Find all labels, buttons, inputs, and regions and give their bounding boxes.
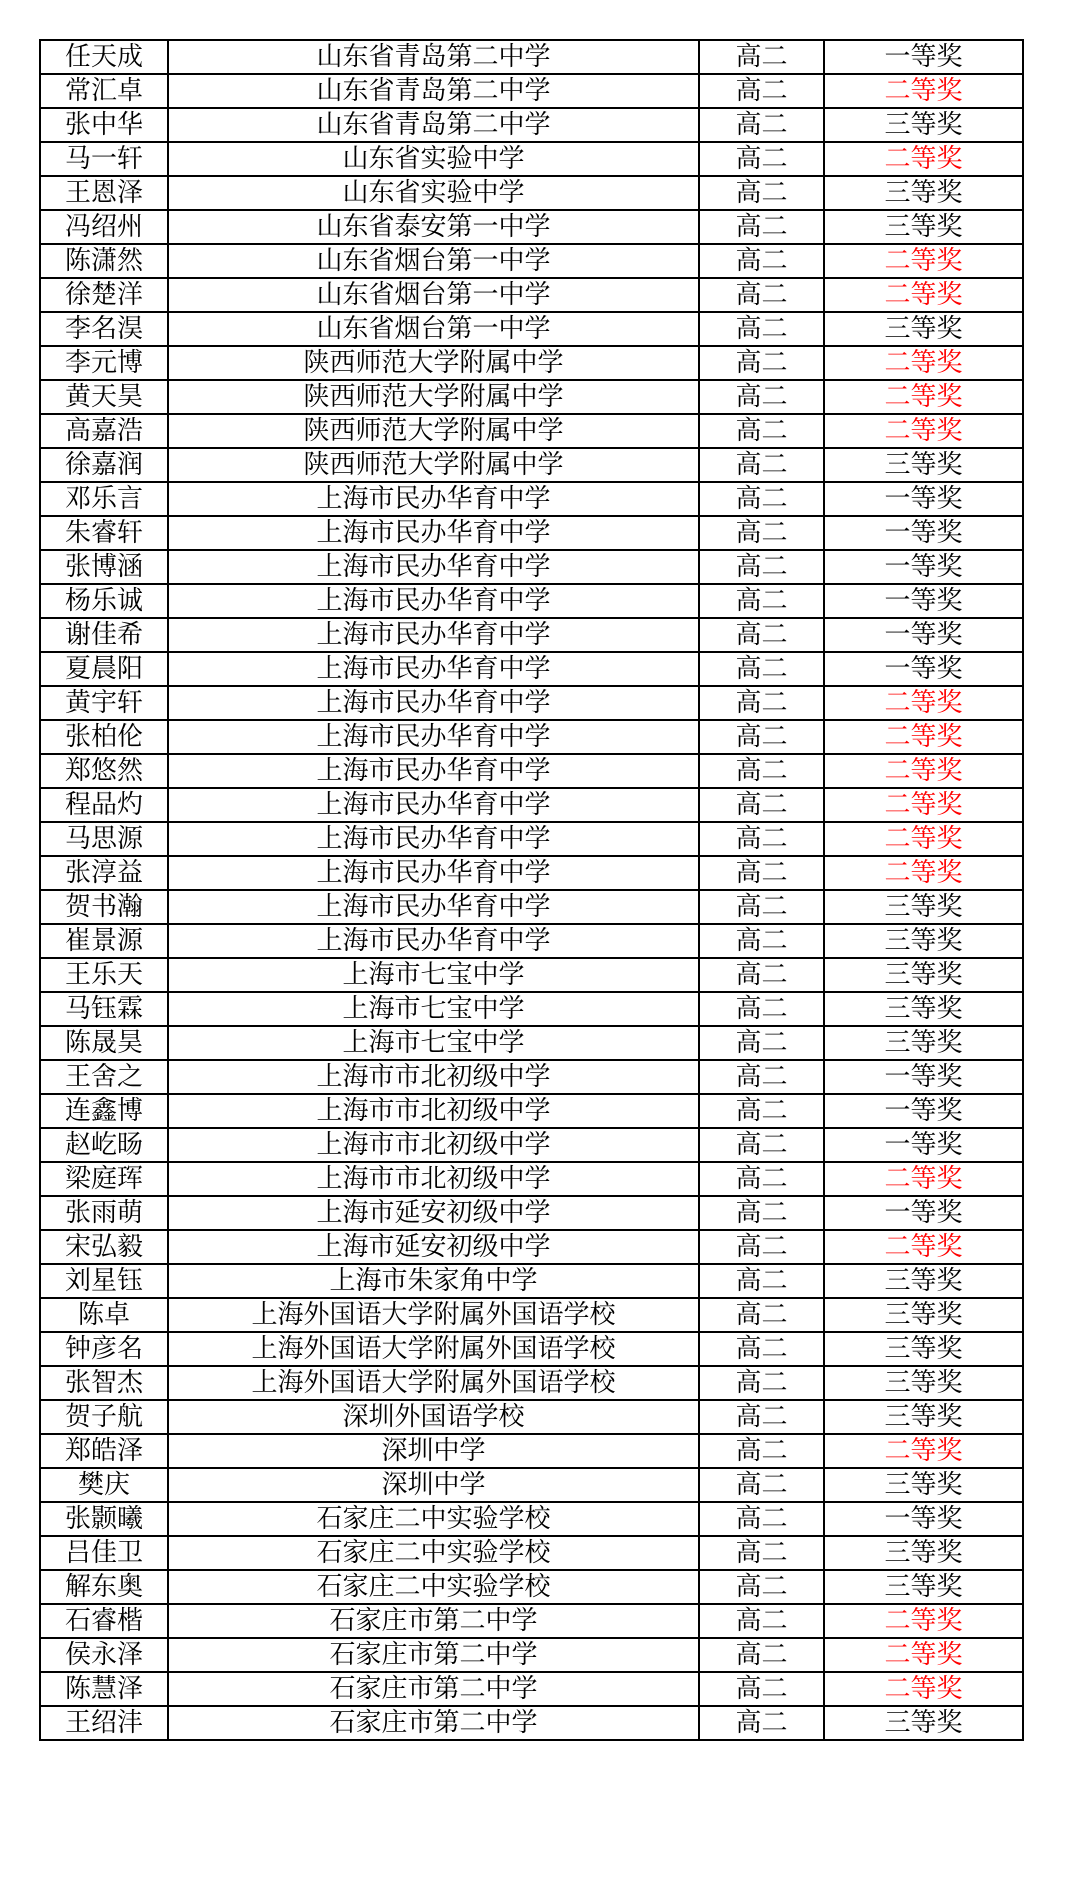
grade-cell: 高二 — [699, 1468, 824, 1502]
table-row — [40, 1094, 1023, 1128]
award-cell: 二等奖 — [824, 74, 1023, 108]
school-name-cell: 上海市七宝中学 — [168, 1026, 699, 1060]
student-name-cell: 郑悠然 — [40, 754, 168, 788]
grade-cell: 高二 — [699, 210, 824, 244]
award-cell: 二等奖 — [824, 1434, 1023, 1468]
award-cell: 三等奖 — [824, 448, 1023, 482]
school-name-cell: 上海市七宝中学 — [168, 992, 699, 1026]
grade-cell: 高二 — [699, 1706, 824, 1740]
award-cell: 三等奖 — [824, 1706, 1023, 1740]
school-name-cell: 上海市民办华育中学 — [168, 618, 699, 652]
student-name-cell: 张颢曦 — [40, 1502, 168, 1536]
table-row — [40, 754, 1023, 788]
student-name-cell: 朱睿轩 — [40, 516, 168, 550]
student-name-cell: 陈慧泽 — [40, 1672, 168, 1706]
grade-cell: 高二 — [699, 1366, 824, 1400]
grade-cell: 高二 — [699, 1570, 824, 1604]
table-row — [40, 924, 1023, 958]
student-name-cell: 徐楚洋 — [40, 278, 168, 312]
table-row — [40, 1026, 1023, 1060]
school-name-cell: 山东省烟台第一中学 — [168, 244, 699, 278]
award-cell: 三等奖 — [824, 210, 1023, 244]
grade-cell: 高二 — [699, 1298, 824, 1332]
table-row — [40, 108, 1023, 142]
award-cell: 一等奖 — [824, 550, 1023, 584]
grade-cell: 高二 — [699, 1060, 824, 1094]
grade-cell: 高二 — [699, 652, 824, 686]
grade-cell: 高二 — [699, 414, 824, 448]
table-row — [40, 890, 1023, 924]
award-cell: 三等奖 — [824, 890, 1023, 924]
school-name-cell: 山东省烟台第一中学 — [168, 312, 699, 346]
award-cell: 三等奖 — [824, 992, 1023, 1026]
school-name-cell: 山东省烟台第一中学 — [168, 278, 699, 312]
award-cell: 三等奖 — [824, 312, 1023, 346]
grade-cell: 高二 — [699, 346, 824, 380]
student-name-cell: 解东奥 — [40, 1570, 168, 1604]
table-row — [40, 1400, 1023, 1434]
student-name-cell: 张雨萌 — [40, 1196, 168, 1230]
award-cell: 三等奖 — [824, 1332, 1023, 1366]
school-name-cell: 山东省青岛第二中学 — [168, 40, 699, 74]
grade-cell: 高二 — [699, 992, 824, 1026]
school-name-cell: 上海市民办华育中学 — [168, 856, 699, 890]
grade-cell: 高二 — [699, 40, 824, 74]
student-name-cell: 李名淏 — [40, 312, 168, 346]
table-row — [40, 1230, 1023, 1264]
grade-cell: 高二 — [699, 618, 824, 652]
school-name-cell: 上海市民办华育中学 — [168, 754, 699, 788]
award-cell: 二等奖 — [824, 1162, 1023, 1196]
grade-cell: 高二 — [699, 1604, 824, 1638]
table-row — [40, 686, 1023, 720]
student-name-cell: 张淳益 — [40, 856, 168, 890]
school-name-cell: 上海市市北初级中学 — [168, 1128, 699, 1162]
grade-cell: 高二 — [699, 448, 824, 482]
award-cell: 三等奖 — [824, 1400, 1023, 1434]
award-cell: 一等奖 — [824, 1060, 1023, 1094]
award-cell: 二等奖 — [824, 1638, 1023, 1672]
student-name-cell: 樊庆 — [40, 1468, 168, 1502]
grade-cell: 高二 — [699, 1026, 824, 1060]
award-cell: 二等奖 — [824, 278, 1023, 312]
table-row — [40, 856, 1023, 890]
student-name-cell: 王舍之 — [40, 1060, 168, 1094]
table-row — [40, 1604, 1023, 1638]
table-row — [40, 142, 1023, 176]
school-name-cell: 上海市民办华育中学 — [168, 482, 699, 516]
student-name-cell: 郑皓泽 — [40, 1434, 168, 1468]
table-row — [40, 1128, 1023, 1162]
table-row — [40, 720, 1023, 754]
grade-cell: 高二 — [699, 1502, 824, 1536]
award-cell: 三等奖 — [824, 1026, 1023, 1060]
school-name-cell: 石家庄市第二中学 — [168, 1604, 699, 1638]
student-name-cell: 徐嘉润 — [40, 448, 168, 482]
student-name-cell: 高嘉浩 — [40, 414, 168, 448]
student-name-cell: 冯绍州 — [40, 210, 168, 244]
award-cell: 一等奖 — [824, 1196, 1023, 1230]
table-row — [40, 40, 1023, 74]
school-name-cell: 石家庄市第二中学 — [168, 1706, 699, 1740]
table-row — [40, 788, 1023, 822]
table-row — [40, 210, 1023, 244]
student-name-cell: 王恩泽 — [40, 176, 168, 210]
award-cell: 二等奖 — [824, 346, 1023, 380]
grade-cell: 高二 — [699, 584, 824, 618]
grade-cell: 高二 — [699, 516, 824, 550]
award-cell: 二等奖 — [824, 856, 1023, 890]
school-name-cell: 上海市市北初级中学 — [168, 1162, 699, 1196]
school-name-cell: 石家庄二中实验学校 — [168, 1502, 699, 1536]
grade-cell: 高二 — [699, 176, 824, 210]
table-row — [40, 244, 1023, 278]
student-name-cell: 赵屹旸 — [40, 1128, 168, 1162]
grade-cell: 高二 — [699, 1094, 824, 1128]
school-name-cell: 陕西师范大学附属中学 — [168, 380, 699, 414]
grade-cell: 高二 — [699, 1434, 824, 1468]
school-name-cell: 上海市民办华育中学 — [168, 890, 699, 924]
grade-cell: 高二 — [699, 1264, 824, 1298]
table-row — [40, 652, 1023, 686]
award-cell: 二等奖 — [824, 1604, 1023, 1638]
student-name-cell: 马思源 — [40, 822, 168, 856]
award-cell: 一等奖 — [824, 1128, 1023, 1162]
school-name-cell: 上海外国语大学附属外国语学校 — [168, 1366, 699, 1400]
school-name-cell: 山东省实验中学 — [168, 176, 699, 210]
grade-cell: 高二 — [699, 244, 824, 278]
school-name-cell: 上海市七宝中学 — [168, 958, 699, 992]
student-name-cell: 马一轩 — [40, 142, 168, 176]
grade-cell: 高二 — [699, 754, 824, 788]
student-name-cell: 马钰霖 — [40, 992, 168, 1026]
grade-cell: 高二 — [699, 788, 824, 822]
school-name-cell: 山东省青岛第二中学 — [168, 74, 699, 108]
school-name-cell: 上海市朱家角中学 — [168, 1264, 699, 1298]
student-name-cell: 王绍沣 — [40, 1706, 168, 1740]
school-name-cell: 上海外国语大学附属外国语学校 — [168, 1298, 699, 1332]
student-name-cell: 李元博 — [40, 346, 168, 380]
school-name-cell: 上海市民办华育中学 — [168, 652, 699, 686]
student-name-cell: 夏晨阳 — [40, 652, 168, 686]
table-row — [40, 1366, 1023, 1400]
table-row — [40, 176, 1023, 210]
school-name-cell: 石家庄市第二中学 — [168, 1638, 699, 1672]
award-cell: 二等奖 — [824, 1230, 1023, 1264]
student-name-cell: 侯永泽 — [40, 1638, 168, 1672]
award-cell: 三等奖 — [824, 176, 1023, 210]
award-cell: 三等奖 — [824, 1366, 1023, 1400]
table-row — [40, 618, 1023, 652]
student-name-cell: 贺书瀚 — [40, 890, 168, 924]
table-row — [40, 584, 1023, 618]
student-name-cell: 钟彦名 — [40, 1332, 168, 1366]
student-name-cell: 王乐天 — [40, 958, 168, 992]
school-name-cell: 山东省泰安第一中学 — [168, 210, 699, 244]
table-row — [40, 380, 1023, 414]
award-cell: 三等奖 — [824, 924, 1023, 958]
table-row — [40, 448, 1023, 482]
grade-cell: 高二 — [699, 958, 824, 992]
award-cell: 二等奖 — [824, 244, 1023, 278]
award-cell: 一等奖 — [824, 40, 1023, 74]
school-name-cell: 深圳中学 — [168, 1468, 699, 1502]
award-cell: 三等奖 — [824, 108, 1023, 142]
student-name-cell: 崔景源 — [40, 924, 168, 958]
grade-cell: 高二 — [699, 720, 824, 754]
award-cell: 二等奖 — [824, 414, 1023, 448]
school-name-cell: 上海市延安初级中学 — [168, 1196, 699, 1230]
table-row — [40, 1196, 1023, 1230]
grade-cell: 高二 — [699, 1332, 824, 1366]
table-row — [40, 1434, 1023, 1468]
grade-cell: 高二 — [699, 312, 824, 346]
student-name-cell: 陈潇然 — [40, 244, 168, 278]
grade-cell: 高二 — [699, 686, 824, 720]
school-name-cell: 陕西师范大学附属中学 — [168, 346, 699, 380]
student-name-cell: 张智杰 — [40, 1366, 168, 1400]
school-name-cell: 山东省青岛第二中学 — [168, 108, 699, 142]
student-name-cell: 张中华 — [40, 108, 168, 142]
table-row — [40, 958, 1023, 992]
grade-cell: 高二 — [699, 856, 824, 890]
award-cell: 一等奖 — [824, 618, 1023, 652]
table-row — [40, 1502, 1023, 1536]
table-row — [40, 346, 1023, 380]
table-row — [40, 1298, 1023, 1332]
table-row — [40, 74, 1023, 108]
student-name-cell: 陈晟昊 — [40, 1026, 168, 1060]
grade-cell: 高二 — [699, 108, 824, 142]
award-cell: 一等奖 — [824, 584, 1023, 618]
school-name-cell: 石家庄市第二中学 — [168, 1672, 699, 1706]
student-name-cell: 黄天昊 — [40, 380, 168, 414]
student-name-cell: 吕佳卫 — [40, 1536, 168, 1570]
table-row — [40, 1162, 1023, 1196]
grade-cell: 高二 — [699, 142, 824, 176]
table-row — [40, 312, 1023, 346]
student-name-cell: 梁庭珲 — [40, 1162, 168, 1196]
table-row — [40, 1468, 1023, 1502]
student-name-cell: 程品灼 — [40, 788, 168, 822]
student-name-cell: 黄宇轩 — [40, 686, 168, 720]
school-name-cell: 上海市民办华育中学 — [168, 516, 699, 550]
school-name-cell: 上海市民办华育中学 — [168, 550, 699, 584]
grade-cell: 高二 — [699, 1128, 824, 1162]
award-cell: 三等奖 — [824, 1298, 1023, 1332]
student-name-cell: 石睿楷 — [40, 1604, 168, 1638]
table-row — [40, 278, 1023, 312]
student-name-cell: 邓乐言 — [40, 482, 168, 516]
school-name-cell: 上海市民办华育中学 — [168, 584, 699, 618]
grade-cell: 高二 — [699, 380, 824, 414]
school-name-cell: 陕西师范大学附属中学 — [168, 414, 699, 448]
school-name-cell: 上海市民办华育中学 — [168, 720, 699, 754]
grade-cell: 高二 — [699, 550, 824, 584]
table-row — [40, 414, 1023, 448]
award-cell: 一等奖 — [824, 652, 1023, 686]
award-cell: 二等奖 — [824, 686, 1023, 720]
school-name-cell: 上海市民办华育中学 — [168, 822, 699, 856]
award-table — [39, 39, 1024, 1741]
award-cell: 一等奖 — [824, 516, 1023, 550]
table-row — [40, 550, 1023, 584]
school-name-cell: 上海市民办华育中学 — [168, 924, 699, 958]
student-name-cell: 陈卓 — [40, 1298, 168, 1332]
student-name-cell: 连鑫博 — [40, 1094, 168, 1128]
student-name-cell: 张柏伦 — [40, 720, 168, 754]
table-row — [40, 1536, 1023, 1570]
school-name-cell: 上海外国语大学附属外国语学校 — [168, 1332, 699, 1366]
grade-cell: 高二 — [699, 74, 824, 108]
student-name-cell: 刘星钰 — [40, 1264, 168, 1298]
table-row — [40, 1570, 1023, 1604]
award-cell: 三等奖 — [824, 958, 1023, 992]
school-name-cell: 石家庄二中实验学校 — [168, 1570, 699, 1604]
grade-cell: 高二 — [699, 1230, 824, 1264]
table-row — [40, 516, 1023, 550]
award-cell: 一等奖 — [824, 1502, 1023, 1536]
student-name-cell: 杨乐诚 — [40, 584, 168, 618]
school-name-cell: 陕西师范大学附属中学 — [168, 448, 699, 482]
grade-cell: 高二 — [699, 890, 824, 924]
table-row — [40, 1638, 1023, 1672]
grade-cell: 高二 — [699, 1196, 824, 1230]
award-cell: 二等奖 — [824, 754, 1023, 788]
grade-cell: 高二 — [699, 482, 824, 516]
table-row — [40, 1672, 1023, 1706]
table-body — [40, 40, 1023, 1740]
grade-cell: 高二 — [699, 1536, 824, 1570]
grade-cell: 高二 — [699, 924, 824, 958]
student-name-cell: 贺子航 — [40, 1400, 168, 1434]
award-cell: 二等奖 — [824, 788, 1023, 822]
grade-cell: 高二 — [699, 1162, 824, 1196]
table-row — [40, 1060, 1023, 1094]
table-row — [40, 482, 1023, 516]
award-cell: 二等奖 — [824, 142, 1023, 176]
award-cell: 三等奖 — [824, 1536, 1023, 1570]
award-cell: 二等奖 — [824, 822, 1023, 856]
grade-cell: 高二 — [699, 1638, 824, 1672]
grade-cell: 高二 — [699, 1400, 824, 1434]
grade-cell: 高二 — [699, 1672, 824, 1706]
award-cell: 三等奖 — [824, 1264, 1023, 1298]
award-cell: 三等奖 — [824, 1468, 1023, 1502]
table-row — [40, 1264, 1023, 1298]
school-name-cell: 上海市延安初级中学 — [168, 1230, 699, 1264]
award-cell: 一等奖 — [824, 1094, 1023, 1128]
student-name-cell: 任天成 — [40, 40, 168, 74]
school-name-cell: 上海市市北初级中学 — [168, 1094, 699, 1128]
student-name-cell: 张博涵 — [40, 550, 168, 584]
student-name-cell: 宋弘毅 — [40, 1230, 168, 1264]
school-name-cell: 深圳外国语学校 — [168, 1400, 699, 1434]
school-name-cell: 上海市民办华育中学 — [168, 686, 699, 720]
school-name-cell: 山东省实验中学 — [168, 142, 699, 176]
school-name-cell: 上海市民办华育中学 — [168, 788, 699, 822]
school-name-cell: 上海市市北初级中学 — [168, 1060, 699, 1094]
table-row — [40, 1706, 1023, 1740]
school-name-cell: 石家庄二中实验学校 — [168, 1536, 699, 1570]
award-cell: 三等奖 — [824, 1570, 1023, 1604]
table-row — [40, 822, 1023, 856]
award-cell: 二等奖 — [824, 1672, 1023, 1706]
student-name-cell: 常汇卓 — [40, 74, 168, 108]
grade-cell: 高二 — [699, 278, 824, 312]
award-cell: 一等奖 — [824, 482, 1023, 516]
award-cell: 二等奖 — [824, 720, 1023, 754]
grade-cell: 高二 — [699, 822, 824, 856]
student-name-cell: 谢佳希 — [40, 618, 168, 652]
table-row — [40, 1332, 1023, 1366]
school-name-cell: 深圳中学 — [168, 1434, 699, 1468]
table-row — [40, 992, 1023, 1026]
award-cell: 二等奖 — [824, 380, 1023, 414]
